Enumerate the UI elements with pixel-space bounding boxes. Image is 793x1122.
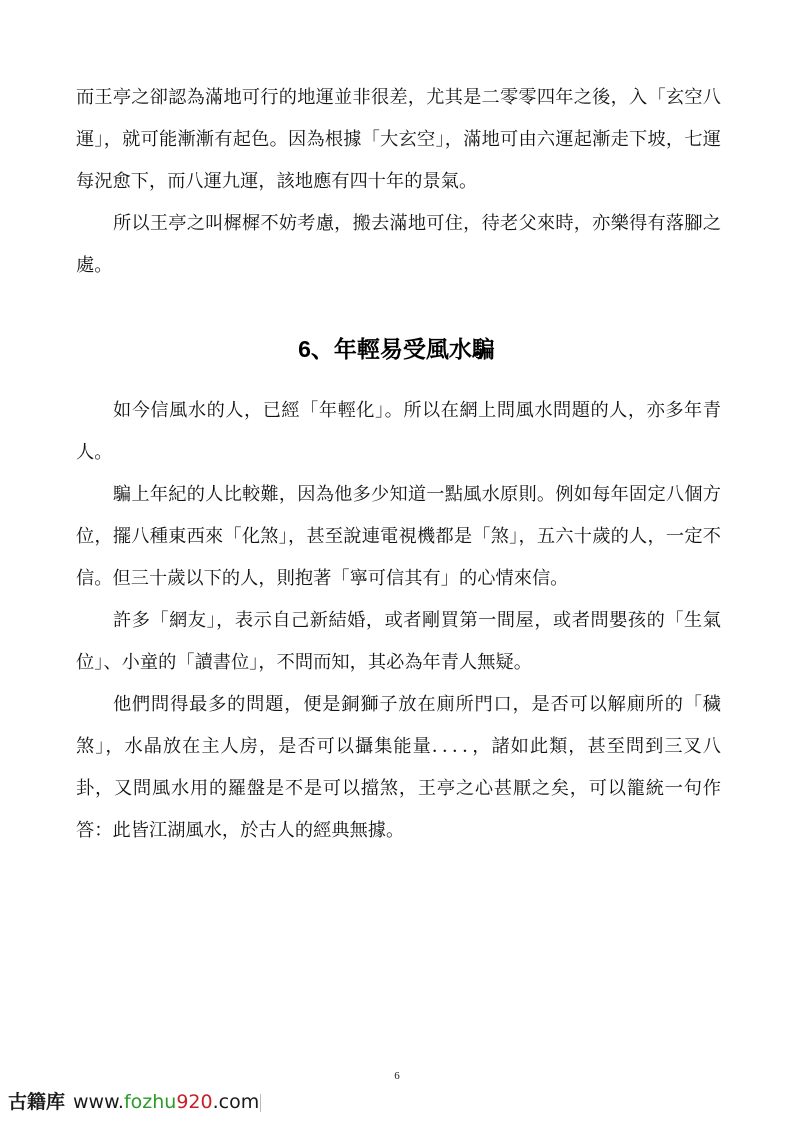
page-number: 6 [394, 1070, 400, 1082]
watermark-divider [260, 1094, 261, 1112]
paragraph-1: 而王亭之卻認為滿地可行的地運並非很差，尤其是二零零四年之後，入「玄空八運」，就可能漸漸有起色。因為根據「大玄空」，滿地可由六運起漸走下坡，七運每況愈下，而八運九運，該地應有四十年的景氣。 [76, 87, 721, 192]
watermark-url-green: fozhu [123, 1091, 177, 1113]
watermark [8, 1089, 261, 1115]
paragraph-4: 騙上年紀的人比較難，因為他多少知道一點風水原則。例如每年固定八個方位，擺八種東西來「化煞」，甚至說連電視機都是「煞」，五六十歲的人，一定不信。但三十歲以下的人，則抱著「寧可信其有」的心情來信。 [76, 484, 721, 589]
paragraph-3: 如今信風水的人，已經「年輕化」。所以在網上問風水問題的人，亦多年青人。 [76, 400, 721, 463]
watermark-url-red: 920 [176, 1091, 213, 1113]
watermark-url-suffix: .com [212, 1091, 260, 1113]
watermark-site-name: 古籍库 [8, 1091, 66, 1113]
paragraph-5: 許多「網友」，表示自己新結婚，或者剛買第一間屋，或者問嬰孩的「生氣位」、小童的「讀書位」，不問而知，其必為年青人無疑。 [76, 610, 721, 673]
section-heading: 6、年輕易受風水騙 [298, 336, 495, 362]
paragraph-6: 他們問得最多的問題，便是銅獅子放在廁所門口，是否可以解廁所的「穢煞」，水晶放在主人房，是否可以攝集能量．．．．，諸如此類，甚至問到三叉八卦，又問風水用的羅盤是不是可以擋煞，王亭之心甚厭之矣，可以籠統一句作答：此皆江湖風水，於古人的經典無據。 [76, 694, 721, 841]
paragraph-2: 所以王亭之叫樨樨不妨考慮，搬去滿地可住，待老父來時，亦樂得有落腳之處。 [76, 213, 721, 276]
watermark-url-prefix: www. [73, 1091, 124, 1113]
